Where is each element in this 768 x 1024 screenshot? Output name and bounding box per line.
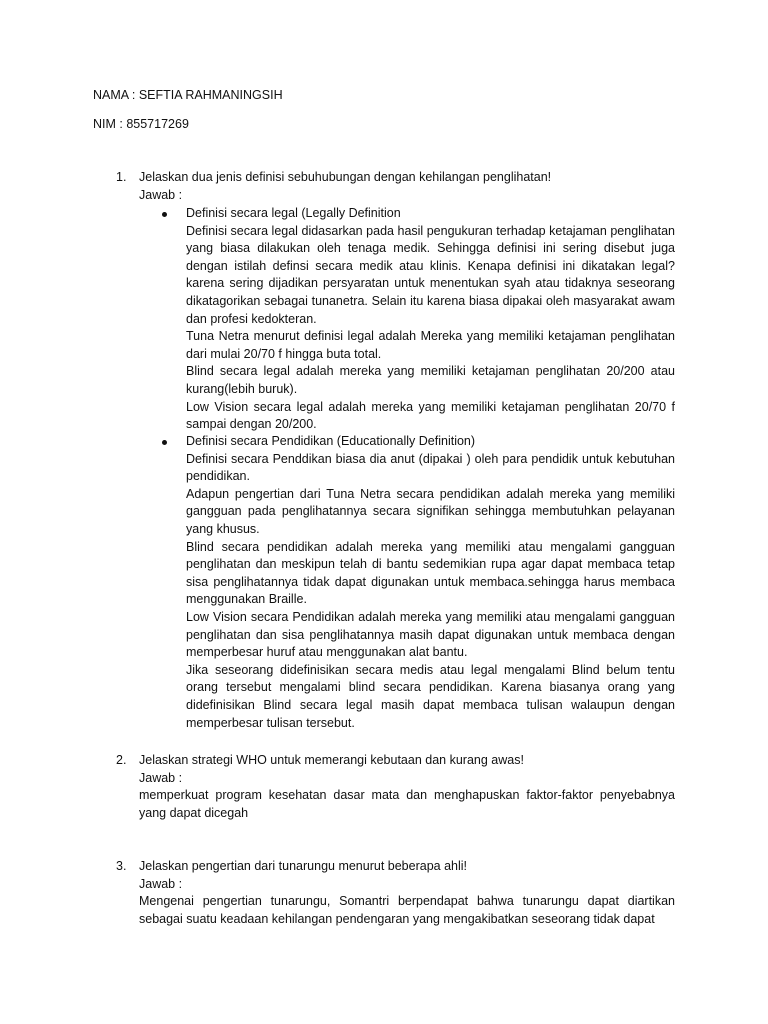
student-nim: NIM : 855717269	[93, 117, 189, 131]
bullet-title: Definisi secara Pendidikan (Educationally Definition)	[186, 434, 476, 448]
paragraph: Adapun pengertian dari Tuna Netra secara pendidikan adalah mereka yang memiliki gangguan pada penglihatannya secara signifikan sehingga membutuhkan pelayanan yang khusus.	[186, 486, 675, 536]
question-number: 1.	[116, 170, 127, 184]
paragraph: Tuna Netra menurut definisi legal adalah Mereka yang memiliki ketajaman penglihatan dari mulai 20/70 f hingga buta total.	[186, 329, 675, 361]
jawab-label: Jawab :	[139, 770, 183, 785]
question-number: 3.	[116, 859, 127, 873]
bullet-body	[186, 205, 675, 434]
bullet-icon	[162, 212, 167, 217]
student-name: NAMA : SEFTIA RAHMANINGSIH	[93, 88, 283, 102]
paragraph: Blind secara pendidikan adalah mereka yang memiliki atau mengalami gangguan penglihatan dan meskipun telah di bantu sedemikian rupa agar dapat membaca tetap sisa penglihatannya tidak dapat digunakan untuk membaca.sehingga harus membaca menggunakan Braille.	[186, 539, 675, 607]
question-3	[139, 858, 675, 928]
paragraph: Definisi secara Penddikan biasa dia anut (dipakai ) oleh para pendidik untuk kebutuhan pendidikan.	[186, 451, 675, 484]
question-text: Jelaskan dua jenis definisi sebuhubungan dengan kehilangan penglihatan!	[139, 170, 552, 184]
jawab-label: Jawab :	[139, 876, 183, 891]
question-text: Jelaskan pengertian dari tunarungu menurut beberapa ahli!	[139, 859, 468, 873]
paragraph: Low Vision secara legal adalah mereka yang memiliki ketajaman penglihatan 20/70 f sampai dengan 20/200.	[186, 399, 675, 432]
paragraph: Definisi secara legal didasarkan pada hasil pengukuran terhadap ketajaman penglihatan yang biasa dilakukan oleh tenaga medik. Sehingga definisi ini sering disebut juga dengan istilah definsi secara medik atau klinis. Kenapa definisi ini dikatakan legal? karena sering dijadikan persyaratan untuk menentukan syah atau tidaknya seseorang dikatagorikan sebagai tunanetra. Selain itu karena biasa dipakai oleh masyarakat awam dan profesi kedokteran.	[186, 223, 675, 326]
bullet-body	[186, 433, 675, 732]
bullet-icon	[162, 440, 167, 445]
answer-text: memperkuat program kesehatan dasar mata dan menghapuskan faktor-faktor penyebabnya yang dapat dicegah	[139, 788, 675, 820]
question-1	[139, 169, 675, 204]
question-text: Jelaskan strategi WHO untuk memerangi kebutaan dan kurang awas!	[139, 753, 524, 767]
question-2	[139, 752, 675, 822]
paragraph: Jika seseorang didefinisikan secara medis atau legal mengalami Blind belum tentu orang tersebut mengalami blind secara pendidikan. Karena biasanya orang yang didefinisikan Blind secara legal masih dapat membaca tulisan walaupun dengan memperbesar tulisan tersebut.	[186, 662, 675, 730]
paragraph: Blind secara legal adalah mereka yang memiliki ketajaman penglihatan 20/200 atau kurang(lebih buruk).	[186, 364, 675, 396]
answer-text: Mengenai pengertian tunarungu, Somantri berpendapat bahwa tunarungu dapat diartikan sebagai suatu keadaan kehilangan pendengaran yang mengakibatkan seseorang tidak dapat	[139, 894, 675, 926]
jawab-label: Jawab :	[139, 187, 183, 202]
question-number: 2.	[116, 753, 127, 767]
bullet-title: Definisi secara legal (Legally Definition	[186, 206, 401, 220]
paragraph: Low Vision secara Pendidikan adalah mereka yang memiliki atau mengalami gangguan penglihatan dan sisa penglihatannya masih dapat digunakan untuk membaca dengan memperbesar huruf atau menggunakan alat bantu.	[186, 609, 675, 660]
